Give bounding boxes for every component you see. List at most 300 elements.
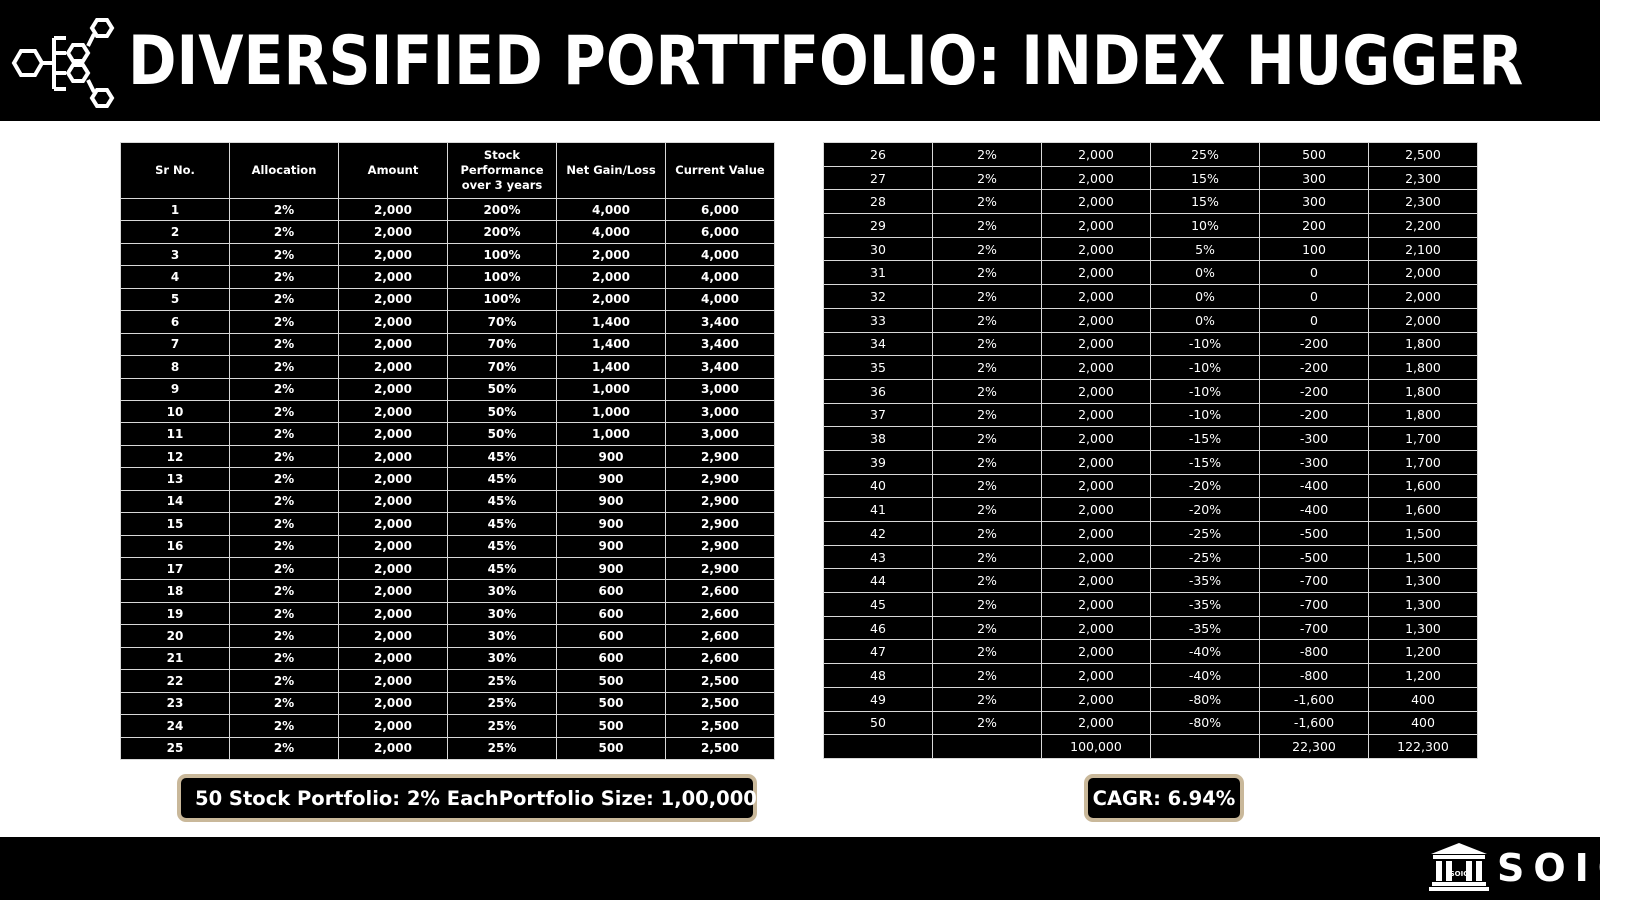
table-cell: 2% (230, 513, 339, 535)
table-cell: 100 (1260, 237, 1369, 261)
table-cell: 2,000 (339, 243, 448, 265)
table-row (121, 558, 775, 580)
table-row (824, 403, 1478, 427)
table-cell: 2% (933, 356, 1042, 380)
table-cell: -15% (1151, 427, 1260, 451)
table-cell: 2,000 (1042, 285, 1151, 309)
column-header: Net Gain/Loss (557, 143, 666, 199)
table-cell: 45 (824, 593, 933, 617)
table-cell: 49 (824, 687, 933, 711)
holdings-table-left (120, 142, 775, 760)
table-cell: 2,000 (1042, 711, 1151, 735)
table-cell: 27 (824, 166, 933, 190)
table-cell: 2% (933, 711, 1042, 735)
table-cell: -40% (1151, 664, 1260, 688)
table-row (121, 378, 775, 400)
table-cell: 0% (1151, 285, 1260, 309)
table-cell: 2,000 (557, 243, 666, 265)
table-cell: 32 (824, 285, 933, 309)
table-cell: 2% (230, 266, 339, 288)
table-row (824, 498, 1478, 522)
table-cell: 1,000 (557, 423, 666, 445)
table-cell: -500 (1260, 522, 1369, 546)
table-cell: 2,600 (666, 625, 775, 647)
table-cell: 30 (824, 237, 933, 261)
table-cell: -35% (1151, 593, 1260, 617)
table-cell: 500 (557, 715, 666, 737)
table-cell: 2% (933, 640, 1042, 664)
table-cell: 1,800 (1369, 356, 1478, 380)
table-cell: 400 (1369, 711, 1478, 735)
table-cell: 0 (1260, 285, 1369, 309)
table-cell: 2,000 (339, 513, 448, 535)
table-row (824, 332, 1478, 356)
table-cell: 2% (933, 403, 1042, 427)
table-cell: 600 (557, 602, 666, 624)
table-cell: 34 (824, 332, 933, 356)
table-cell: 0 (1260, 308, 1369, 332)
table-cell: -400 (1260, 474, 1369, 498)
table-cell: 7 (121, 333, 230, 355)
table-cell: 14 (121, 490, 230, 512)
table-cell: 2% (933, 427, 1042, 451)
table-cell: 2,000 (557, 288, 666, 310)
table-cell: 2,000 (339, 737, 448, 759)
table-cell: 15% (1151, 166, 1260, 190)
table-cell: 2% (230, 625, 339, 647)
table-cell: 30% (448, 625, 557, 647)
bank-building-icon (1428, 842, 1490, 892)
table-cell: 12 (121, 445, 230, 467)
table-cell: 2% (933, 261, 1042, 285)
table-cell: 2,000 (1042, 450, 1151, 474)
table-cell: 2,000 (1042, 308, 1151, 332)
table-cell: 2,200 (1369, 214, 1478, 238)
table-cell: 6,000 (666, 221, 775, 243)
table-cell: 2% (230, 647, 339, 669)
table-cell: 2,000 (339, 468, 448, 490)
table-cell: 4,000 (666, 266, 775, 288)
table-row (121, 715, 775, 737)
table-row (824, 379, 1478, 403)
table-cell: 29 (824, 214, 933, 238)
table-cell: 2,900 (666, 558, 775, 580)
table-cell: 2% (230, 737, 339, 759)
table-cell: 300 (1260, 166, 1369, 190)
table-row (121, 468, 775, 490)
table-cell: 1,200 (1369, 664, 1478, 688)
table-cell: 2% (230, 558, 339, 580)
table-cell: 4 (121, 266, 230, 288)
table-cell: 1,600 (1369, 498, 1478, 522)
table-cell: 2,000 (1042, 403, 1151, 427)
table-cell: 300 (1260, 190, 1369, 214)
table-cell (824, 735, 933, 759)
table-row (121, 333, 775, 355)
table-cell: 600 (557, 647, 666, 669)
table-cell: 2,500 (666, 737, 775, 759)
table-cell: 2,000 (339, 490, 448, 512)
table-cell: 2,000 (1042, 498, 1151, 522)
table-cell: 0% (1151, 261, 1260, 285)
table-cell: 2,900 (666, 468, 775, 490)
table-cell: -700 (1260, 616, 1369, 640)
table-row (824, 687, 1478, 711)
table-row (824, 356, 1478, 380)
table-cell: 30% (448, 602, 557, 624)
table-row (121, 535, 775, 557)
table-row (121, 400, 775, 422)
table-cell: 5% (1151, 237, 1260, 261)
table-cell: 2,000 (1369, 308, 1478, 332)
table-cell: 2,000 (339, 602, 448, 624)
table-cell: 2% (933, 474, 1042, 498)
table-cell: 11 (121, 423, 230, 445)
table-cell: 20 (121, 625, 230, 647)
table-cell: -25% (1151, 522, 1260, 546)
table-cell: 2% (933, 569, 1042, 593)
table-cell: -200 (1260, 356, 1369, 380)
table-cell: 25% (448, 737, 557, 759)
table-cell: 2% (230, 445, 339, 467)
table-cell: 2,600 (666, 647, 775, 669)
table-cell: 2% (230, 468, 339, 490)
table-cell: 30% (448, 647, 557, 669)
portfolio-summary-box (177, 774, 757, 822)
table-cell: 1,800 (1369, 332, 1478, 356)
table-row (121, 513, 775, 535)
table-cell: 1,500 (1369, 545, 1478, 569)
table-cell: 2,000 (1042, 166, 1151, 190)
table-cell: 6 (121, 311, 230, 333)
table-cell: 900 (557, 558, 666, 580)
table-row (824, 569, 1478, 593)
table-cell: 2,100 (1369, 237, 1478, 261)
table-cell: 1,300 (1369, 569, 1478, 593)
table-cell: -200 (1260, 332, 1369, 356)
table-cell: 2,000 (339, 647, 448, 669)
table-cell: 3,400 (666, 333, 775, 355)
table-row (121, 311, 775, 333)
table-cell: 44 (824, 569, 933, 593)
table-cell: 25% (1151, 143, 1260, 167)
table-cell: 2,000 (339, 445, 448, 467)
table-cell: 1,400 (557, 333, 666, 355)
table-cell: 900 (557, 445, 666, 467)
table-cell: 9 (121, 378, 230, 400)
table-cell: 10% (1151, 214, 1260, 238)
brand-logo-text: SOIC (1497, 846, 1635, 890)
table-cell: 2,000 (1042, 569, 1151, 593)
table-cell: 1,300 (1369, 593, 1478, 617)
table-cell: 2,000 (339, 715, 448, 737)
table-cell: 2,900 (666, 490, 775, 512)
table-cell: 45% (448, 513, 557, 535)
table-cell: 1,800 (1369, 403, 1478, 427)
logo-icon-text: SOIC (1449, 870, 1469, 878)
table-cell: 10 (121, 400, 230, 422)
table-cell: 2,000 (339, 378, 448, 400)
table-cell: 8 (121, 356, 230, 378)
table-cell: 2% (230, 288, 339, 310)
table-cell: 45% (448, 445, 557, 467)
table-row (824, 450, 1478, 474)
table-cell: 2,000 (1042, 616, 1151, 640)
table-row (121, 490, 775, 512)
table-cell: 2,000 (339, 423, 448, 445)
table-cell: -15% (1151, 450, 1260, 474)
table-cell: 13 (121, 468, 230, 490)
table-cell: 3,400 (666, 311, 775, 333)
table-cell: -10% (1151, 379, 1260, 403)
table-cell: -700 (1260, 593, 1369, 617)
table-cell: 500 (557, 737, 666, 759)
table-cell: -1,600 (1260, 687, 1369, 711)
table-cell (1151, 735, 1260, 759)
page-title: DIVERSIFIED PORTTFOLIO: INDEX HUGGER (128, 22, 1524, 101)
table-row (824, 427, 1478, 451)
table-cell: -10% (1151, 403, 1260, 427)
table-cell: 2% (230, 535, 339, 557)
table-cell: 2% (933, 522, 1042, 546)
table-cell: 17 (121, 558, 230, 580)
table-cell: 2,000 (1042, 427, 1151, 451)
cagr-box (1084, 774, 1244, 822)
table-cell: 2,500 (666, 715, 775, 737)
table-cell: 2,000 (339, 199, 448, 221)
table-cell: 1,500 (1369, 522, 1478, 546)
table-cell: 2,000 (1042, 593, 1151, 617)
table-cell: 50% (448, 423, 557, 445)
table-row (824, 143, 1478, 167)
table-cell: 1,600 (1369, 474, 1478, 498)
table-row (121, 221, 775, 243)
table-row (824, 474, 1478, 498)
table-cell: 39 (824, 450, 933, 474)
table-cell: 2,000 (339, 692, 448, 714)
table-cell: 25% (448, 692, 557, 714)
column-header: Sr No. (121, 143, 230, 199)
table-row (121, 266, 775, 288)
table-cell: 2,000 (1042, 214, 1151, 238)
table-cell: 2,000 (1042, 261, 1151, 285)
table-cell: 100% (448, 288, 557, 310)
table-cell: -80% (1151, 687, 1260, 711)
table-cell: 100% (448, 243, 557, 265)
table-cell: 2% (230, 199, 339, 221)
table-cell: 4,000 (666, 288, 775, 310)
table-row (121, 692, 775, 714)
table-cell: 3,400 (666, 356, 775, 378)
portfolio-allocation-label: 50 Stock Portfolio: 2% Each (195, 786, 499, 810)
table-cell: 600 (557, 625, 666, 647)
table-cell: 2% (933, 664, 1042, 688)
table-cell: 2,000 (1042, 545, 1151, 569)
table-cell: 2% (933, 332, 1042, 356)
table-row (121, 243, 775, 265)
table-cell: 47 (824, 640, 933, 664)
table-cell: 200 (1260, 214, 1369, 238)
table-cell: -10% (1151, 356, 1260, 380)
table-cell: 5 (121, 288, 230, 310)
table-cell: 2% (933, 237, 1042, 261)
table-cell: 33 (824, 308, 933, 332)
table-cell: 45% (448, 468, 557, 490)
table-row (824, 664, 1478, 688)
table-row (824, 308, 1478, 332)
table-cell: 50 (824, 711, 933, 735)
table-cell: 22,300 (1260, 735, 1369, 759)
table-row (824, 616, 1478, 640)
table-cell (933, 735, 1042, 759)
table-cell: 36 (824, 379, 933, 403)
table-row (121, 625, 775, 647)
column-header: Allocation (230, 143, 339, 199)
table-cell: 2% (230, 580, 339, 602)
table-cell: 2% (230, 490, 339, 512)
table-cell: 2,000 (339, 333, 448, 355)
table-cell: 2% (933, 450, 1042, 474)
table-cell: 46 (824, 616, 933, 640)
table-cell: 1,400 (557, 356, 666, 378)
table-row (824, 593, 1478, 617)
table-cell: 6,000 (666, 199, 775, 221)
table-cell: 2,000 (1042, 474, 1151, 498)
table-cell: 35 (824, 356, 933, 380)
holdings-table-right (823, 142, 1478, 759)
table-cell: 2,000 (339, 558, 448, 580)
table-cell: 2,300 (1369, 190, 1478, 214)
table-cell: 28 (824, 190, 933, 214)
table-row (121, 580, 775, 602)
table-cell: 2% (230, 423, 339, 445)
table-row (824, 261, 1478, 285)
cagr-label: CAGR: 6.94% (1092, 786, 1236, 810)
table-cell: 2,000 (1369, 261, 1478, 285)
table-row (121, 737, 775, 759)
table-cell: 100,000 (1042, 735, 1151, 759)
table-cell: 2% (230, 378, 339, 400)
table-cell: 4,000 (557, 199, 666, 221)
table-cell: 2,900 (666, 535, 775, 557)
table-row (121, 445, 775, 467)
table-cell: 45% (448, 558, 557, 580)
table-cell: 1,000 (557, 378, 666, 400)
table-cell: 900 (557, 468, 666, 490)
table-row (824, 166, 1478, 190)
table-cell: -35% (1151, 616, 1260, 640)
table-cell: 2% (933, 285, 1042, 309)
table-cell: 2,000 (339, 670, 448, 692)
table-cell: 2% (933, 143, 1042, 167)
table-cell: 50% (448, 378, 557, 400)
table-cell: 500 (557, 692, 666, 714)
table-cell: 4,000 (557, 221, 666, 243)
table-cell: -700 (1260, 569, 1369, 593)
table-cell: 2,000 (1042, 379, 1151, 403)
table-cell: 2,000 (339, 400, 448, 422)
table-cell: 2% (230, 333, 339, 355)
table-cell: 2,000 (339, 266, 448, 288)
table-row (121, 423, 775, 445)
table-cell: 2% (230, 221, 339, 243)
table-cell: 400 (1369, 687, 1478, 711)
table-row (824, 545, 1478, 569)
table-row (824, 214, 1478, 238)
table-cell: 2,600 (666, 602, 775, 624)
table-cell: 2% (230, 311, 339, 333)
table-cell: 24 (121, 715, 230, 737)
table-cell: 2,600 (666, 580, 775, 602)
table-cell: 41 (824, 498, 933, 522)
table-cell: 0% (1151, 308, 1260, 332)
table-cell: -1,600 (1260, 711, 1369, 735)
table-cell: 1,400 (557, 311, 666, 333)
table-cell: -200 (1260, 379, 1369, 403)
table-cell: 2% (230, 243, 339, 265)
table-cell: -25% (1151, 545, 1260, 569)
table-cell: 15% (1151, 190, 1260, 214)
table-cell: 2,000 (339, 580, 448, 602)
table-cell: 2,500 (666, 670, 775, 692)
table-cell: -20% (1151, 498, 1260, 522)
table-cell: 2% (933, 190, 1042, 214)
table-cell: 25% (448, 715, 557, 737)
flowchart-hexagon-icon (10, 16, 116, 110)
table-row (824, 640, 1478, 664)
table-cell: 2,500 (666, 692, 775, 714)
table-cell: 25 (121, 737, 230, 759)
table-cell: 50% (448, 400, 557, 422)
table-cell: 3 (121, 243, 230, 265)
table-cell: 2% (230, 356, 339, 378)
table-cell: -800 (1260, 664, 1369, 688)
table-cell: 2% (933, 166, 1042, 190)
table-cell: 45% (448, 490, 557, 512)
table-cell: 2,000 (1042, 237, 1151, 261)
table-row (824, 735, 1478, 759)
column-header: Amount (339, 143, 448, 199)
table-cell: 3,000 (666, 378, 775, 400)
table-cell: -800 (1260, 640, 1369, 664)
table-cell: 1,300 (1369, 616, 1478, 640)
table-header-row (121, 143, 775, 199)
table-cell: 37 (824, 403, 933, 427)
table-cell: 500 (557, 670, 666, 692)
table-cell: 2,000 (1042, 664, 1151, 688)
table-cell: 48 (824, 664, 933, 688)
table-cell: 2% (933, 687, 1042, 711)
table-row (121, 356, 775, 378)
table-cell: -300 (1260, 450, 1369, 474)
table-cell: 900 (557, 535, 666, 557)
table-cell: -20% (1151, 474, 1260, 498)
table-cell: 200% (448, 221, 557, 243)
table-cell: 2% (933, 593, 1042, 617)
table-cell: 2% (933, 616, 1042, 640)
table-cell: 70% (448, 356, 557, 378)
table-cell: 2% (230, 692, 339, 714)
table-cell: 2,000 (339, 311, 448, 333)
table-cell: 2% (230, 602, 339, 624)
table-cell: -500 (1260, 545, 1369, 569)
table-cell: 100% (448, 266, 557, 288)
table-cell: 2,000 (1042, 190, 1151, 214)
table-row (824, 285, 1478, 309)
footer-band (0, 837, 1600, 900)
table-cell: 30% (448, 580, 557, 602)
table-cell: 0 (1260, 261, 1369, 285)
